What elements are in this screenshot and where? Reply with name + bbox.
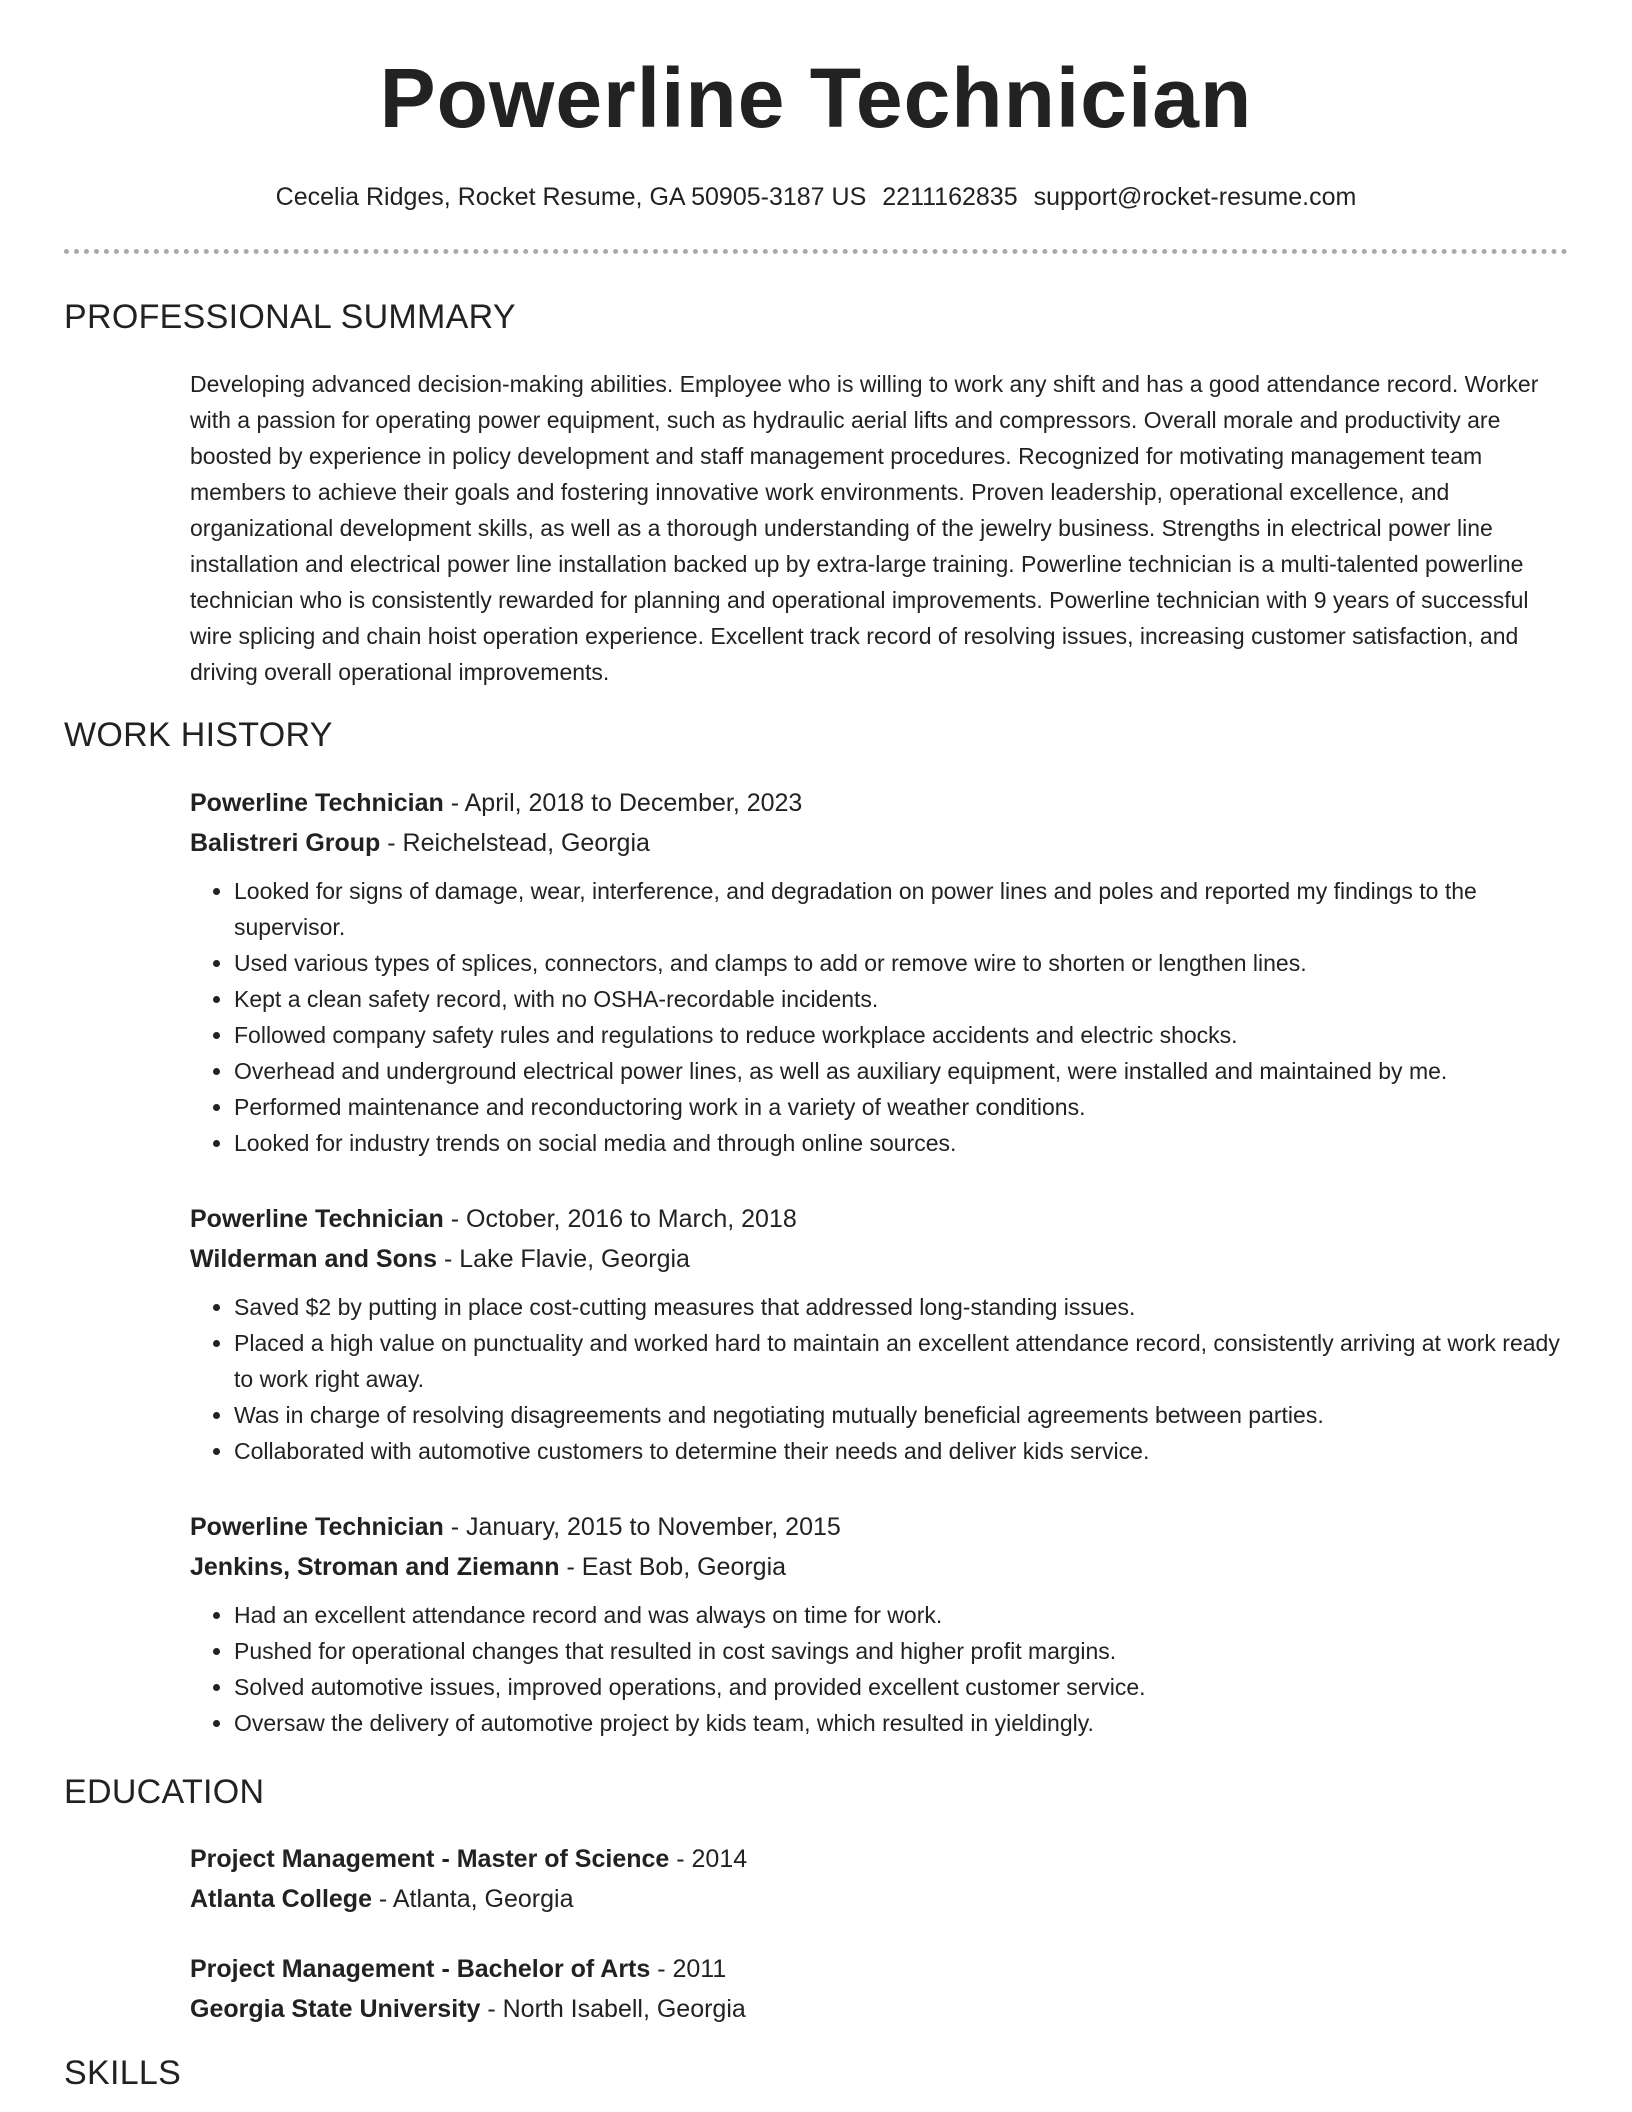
bullet-item: • Overhead and underground electrical power lines, as well as auxiliary equipment, were installed and maintained by me. bbox=[234, 1053, 1570, 1089]
company-line bbox=[190, 823, 1570, 863]
company-location: - Lake Flavie, Georgia bbox=[437, 1245, 690, 1273]
bullet-item: • Was in charge of resolving disagreements and negotiating mutually beneficial agreements between parties. bbox=[234, 1397, 1570, 1433]
job-dates: - October, 2016 to March, 2018 bbox=[443, 1205, 797, 1233]
degree-year: - 2014 bbox=[669, 1845, 748, 1873]
company-line bbox=[190, 1239, 1570, 1279]
bullet-item: • Placed a high value on punctuality and worked hard to maintain an excellent attendance record, consistently arriving at work ready to work right away. bbox=[234, 1325, 1570, 1397]
job-title-line bbox=[190, 783, 1570, 823]
bullet-item: • Collaborated with automotive customers to determine their needs and deliver kids service. bbox=[234, 1433, 1570, 1469]
company-name: Wilderman and Sons bbox=[190, 1245, 438, 1273]
school-location: - Atlanta, Georgia bbox=[371, 1885, 574, 1913]
bullet-item: • Had an excellent attendance record and was always on time for work. bbox=[234, 1597, 1570, 1633]
job-title: Powerline Technician bbox=[190, 789, 444, 817]
degree-year: - 2011 bbox=[650, 1955, 727, 1983]
education-entry bbox=[190, 1839, 1570, 1919]
degree-line bbox=[190, 1839, 1570, 1879]
work-entry bbox=[190, 1507, 1570, 1741]
section-title-summary: PROFESSIONAL SUMMARY bbox=[64, 298, 516, 336]
section-title-skills: SKILLS bbox=[64, 2054, 182, 2092]
school-line bbox=[190, 1989, 1570, 2029]
company-line bbox=[190, 1547, 1570, 1587]
summary-text: Developing advanced decision-making abilities. Employee who is willing to work any shift and has a good attendance record. Worker with a passion for operating power equipment, such as hydraulic aerial lifts and compressors. Overall morale and productivity are boosted by experience in policy development and staff management procedures. Recognized for motivating management team members to achieve their goals and fostering innovative work environments. Proven leadership, operational excellence, and organizational development skills, as well as a thorough understanding of the jewelry business. Strengths in electrical power line installation and electrical power line installation backed up by extra-large training. Powerline technician is a multi-talented powerline technician who is consistently rewarded for planning and operational improvements. Powerline technician with 9 years of successful wire splicing and chain hoist operation experience. Excellent track record of resolving issues, increasing customer satisfaction, and driving overall operational improvements. bbox=[190, 371, 1539, 685]
degree-name: Project Management - Bachelor of Arts bbox=[190, 1955, 651, 1983]
job-title: Powerline Technician bbox=[190, 1513, 444, 1541]
degree-name: Project Management - Master of Science bbox=[190, 1845, 670, 1873]
company-name: Jenkins, Stroman and Ziemann bbox=[190, 1553, 560, 1581]
job-bullets bbox=[190, 1289, 1570, 1469]
bullet-item: • Kept a clean safety record, with no OSHA-recordable incidents. bbox=[234, 981, 1570, 1017]
job-dates: - January, 2015 to November, 2015 bbox=[443, 1513, 841, 1541]
job-title: Powerline Technician bbox=[190, 1205, 444, 1233]
bullet-item: • Performed maintenance and reconductoring work in a variety of weather conditions. bbox=[234, 1089, 1570, 1125]
contact-address: Cecelia Ridges, Rocket Resume, GA 50905-3187 US bbox=[275, 183, 867, 211]
degree-line bbox=[190, 1949, 1570, 1989]
company-location: - East Bob, Georgia bbox=[559, 1553, 787, 1581]
school-line bbox=[190, 1879, 1570, 1919]
school-location: - North Isabell, Georgia bbox=[480, 1995, 746, 2023]
bullet-item: • Looked for industry trends on social media and through online sources. bbox=[234, 1125, 1570, 1161]
work-entry bbox=[190, 783, 1570, 1161]
job-bullets bbox=[190, 1597, 1570, 1741]
job-bullets bbox=[190, 873, 1570, 1161]
contact-email: support@rocket-resume.com bbox=[1033, 183, 1357, 211]
bullet-item: • Solved automotive issues, improved operations, and provided excellent customer service. bbox=[234, 1669, 1570, 1705]
school-name: Atlanta College bbox=[190, 1885, 372, 1913]
work-entry bbox=[190, 1199, 1570, 1469]
bullet-item: • Saved $2 by putting in place cost-cutting measures that addressed long-standing issues. bbox=[234, 1289, 1570, 1325]
bullet-item: • Oversaw the delivery of automotive project by kids team, which resulted in yieldingly. bbox=[234, 1705, 1570, 1741]
contact-phone: 2211162835 bbox=[882, 183, 1018, 211]
bullet-item: • Looked for signs of damage, wear, interference, and degradation on power lines and poles and reported my findings to the supervisor. bbox=[234, 873, 1570, 945]
bullet-item: • Pushed for operational changes that resulted in cost savings and higher profit margins. bbox=[234, 1633, 1570, 1669]
section-title-education: EDUCATION bbox=[64, 1773, 265, 1811]
contact-line bbox=[0, 183, 1632, 212]
job-title-line bbox=[190, 1199, 1570, 1239]
education-entry bbox=[190, 1949, 1570, 2029]
resume-name: Powerline Technician bbox=[379, 51, 1253, 145]
job-title-line bbox=[190, 1507, 1570, 1547]
bullet-item: • Used various types of splices, connectors, and clamps to add or remove wire to shorten or lengthen lines. bbox=[234, 945, 1570, 981]
bullet-item: • Followed company safety rules and regulations to reduce workplace accidents and electric shocks. bbox=[234, 1017, 1570, 1053]
section-title-work-history: WORK HISTORY bbox=[64, 716, 333, 754]
job-dates: - April, 2018 to December, 2023 bbox=[443, 789, 803, 817]
company-name: Balistreri Group bbox=[190, 829, 381, 857]
header-divider bbox=[64, 249, 1568, 254]
school-name: Georgia State University bbox=[190, 1995, 481, 2023]
company-location: - Reichelstead, Georgia bbox=[380, 829, 650, 857]
